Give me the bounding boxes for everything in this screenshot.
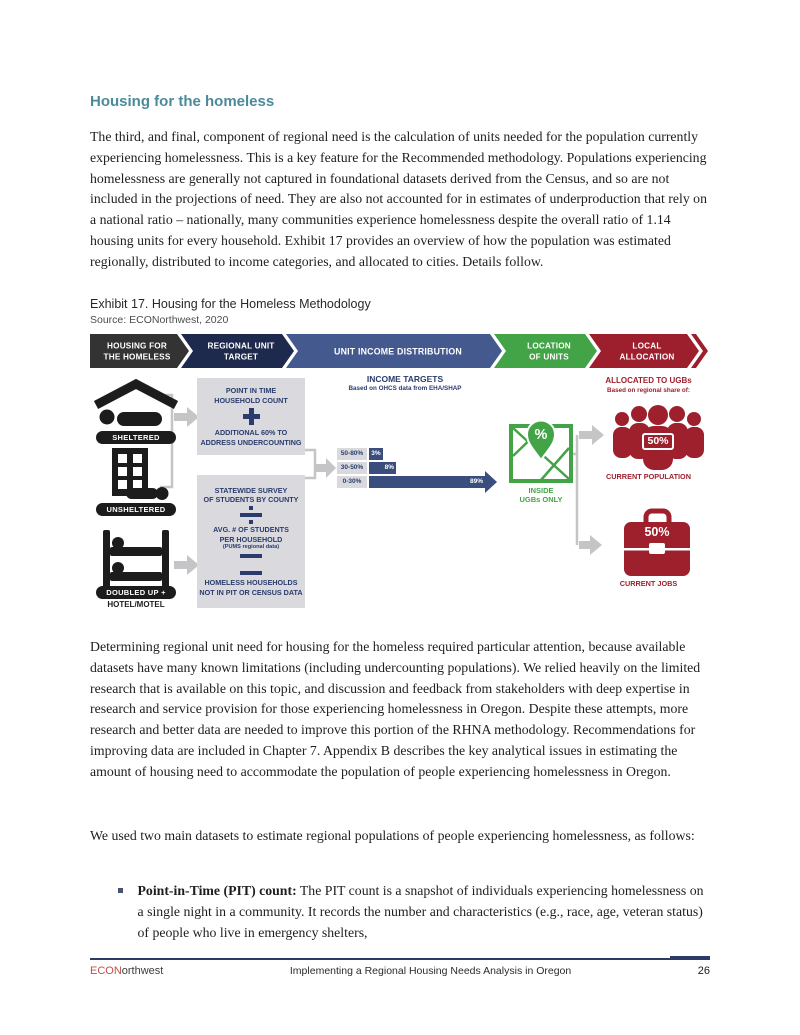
pit-count-box	[197, 378, 305, 455]
pit-box-line: POINT IN TIME	[225, 386, 277, 395]
survey-box-line: NOT IN PIT OR CENSUS DATA	[199, 587, 303, 597]
equals-icon	[240, 554, 262, 575]
footer-doc-title: Implementing a Regional Housing Needs Analysis in Oregon	[289, 965, 572, 977]
banner-label: UNIT INCOME DISTRIBUTION	[334, 346, 462, 357]
inside-ugbs-line: UGBs ONLY	[519, 495, 563, 504]
brand-accent: ECON	[90, 965, 122, 977]
methodology-diagram	[90, 372, 712, 636]
student-survey-box	[197, 475, 305, 608]
page-number: 26	[697, 965, 710, 977]
banner-step-allocation	[589, 334, 699, 368]
banner-label: REGIONAL UNIT	[207, 341, 275, 351]
survey-box-line: PER HOUSEHOLD	[219, 534, 283, 544]
regional-share-subheading: Based on regional share of:	[607, 386, 690, 394]
banner-step-location	[494, 334, 597, 368]
paragraph-intro: The third, and final, component of regional need is the calculation of units needed for the population currently experiencing homelessness. This is a key feature for the Recommended methodology. Populations experiencing homelessness are generally not captured in foundational datasets derived from the Census, and so are not included in the projections of need. They are also not accounted for in estimates of underproduction that rely on a national ratio – nationally, many communities experience homelessness despite the overall ratio of 1.14 housing units for every household. Exhibit 17 provides an overview of how the population was estimated regionally, distributed to income categories, and allocated to cities. Details follow.	[90, 129, 707, 269]
paragraph-datasets: We used two main datasets to estimate regional populations of people experiencing homelessness, as follows:	[90, 828, 695, 843]
divide-icon	[240, 513, 262, 518]
pit-count-bullet	[138, 881, 711, 943]
unsheltered-icon	[112, 448, 169, 500]
bunk-bed-icon	[103, 530, 169, 594]
page-footer	[90, 958, 710, 977]
bullet-body: The PIT count is a snapshot of individuals experiencing homelessness on a single night in a community. It records the number and characteristics (e.g., race, age, veteran status) of people who live in emergency shelters,	[137, 883, 704, 940]
inside-ugbs-line: INSIDE	[528, 486, 554, 495]
income-targets-subtitle: Based on OHCS data from EHA/SHAP	[348, 384, 462, 392]
allocated-to-ugbs-heading: ALLOCATED TO UGBs	[605, 376, 692, 385]
current-jobs-label: CURRENT JOBS	[619, 579, 678, 588]
income-row-label: 50-80%	[337, 448, 367, 460]
income-bar-arrow: 89%	[369, 476, 485, 488]
survey-box-line: STATEWIDE SURVEY	[214, 485, 288, 495]
population-share-badge: 50%	[642, 433, 674, 450]
sheltered-label: SHELTERED	[96, 431, 176, 444]
banner-step-housing	[90, 334, 189, 368]
hotel-motel-label: HOTEL/MOTEL	[107, 600, 165, 609]
bullet-icon	[118, 888, 123, 893]
income-targets-title: INCOME TARGETS	[366, 374, 444, 384]
survey-box-line: OF STUDENTS BY COUNTY	[203, 495, 299, 505]
survey-box-note: (PUMS regional data)	[222, 544, 280, 551]
income-row-label: 0-30%	[337, 476, 367, 488]
banner-label: ALLOCATION	[619, 352, 675, 362]
paragraph-limitations: Determining regional unit need for housing for the homeless required particular attention, because available datasets have many known limitations (including undercounting populations). We relied heavily on the limited research that is available on this topic, and discussion and feedback from stakeholders with deep expertise in research and service provision for those experiencing homelessness in Oregon. Despite these attempts, more research and better data are needed to improve this portion of the RHNA methodology. Recommendations for improving data are included in Chapter 7. Appendix B describes the key analytical issues in estimating the amount of housing need to accommodate the population of people experiencing homelessness in Oregon.	[90, 639, 701, 779]
inside-ugbs-label	[499, 486, 583, 504]
jobs-share-badge: 50%	[644, 525, 670, 539]
brand-logo	[90, 965, 163, 977]
banner-step-regional-target	[181, 334, 294, 368]
doubled-up-label: DOUBLED UP +	[96, 586, 176, 599]
list-item	[118, 881, 710, 943]
banner-label: LOCATION	[527, 341, 571, 351]
income-bar: 8%	[369, 462, 396, 474]
exhibit-caption: Exhibit 17. Housing for the Homeless Methodology	[90, 297, 371, 311]
plus-icon	[243, 408, 260, 425]
banner-label: HOUSING FOR	[107, 341, 167, 351]
bullet-lead: Point-in-Time (PIT) count:	[137, 883, 297, 898]
pit-box-line: HOUSEHOLD COUNT	[214, 395, 288, 405]
banner-label: THE HOMELESS	[103, 352, 171, 362]
exhibit-source: Source: ECONorthwest, 2020	[90, 314, 229, 326]
survey-box-line: HOMELESS HOUSEHOLDS	[204, 578, 298, 588]
briefcase-icon	[624, 511, 690, 576]
income-row-label: 30-50%	[337, 462, 367, 474]
percent-pin-symbol: %	[534, 427, 548, 443]
sheltered-icon	[96, 384, 176, 426]
pit-box-line: ADDRESS UNDERCOUNTING	[200, 437, 302, 447]
survey-box-line: AVG. # OF STUDENTS	[213, 525, 289, 535]
current-population-label: CURRENT POPULATION	[606, 472, 691, 481]
brand-rest: orthwest	[121, 965, 164, 977]
footer-accent-bar	[670, 956, 710, 960]
pit-box-line: ADDITIONAL 60% TO	[214, 428, 288, 437]
process-banner	[90, 334, 712, 368]
banner-label: OF UNITS	[529, 352, 569, 362]
banner-label: TARGET	[223, 352, 259, 362]
unsheltered-label: UNSHELTERED	[96, 503, 176, 516]
banner-label: LOCAL	[632, 341, 662, 351]
income-bar: 3%	[369, 448, 383, 460]
page-title: Housing for the homeless	[90, 93, 275, 110]
